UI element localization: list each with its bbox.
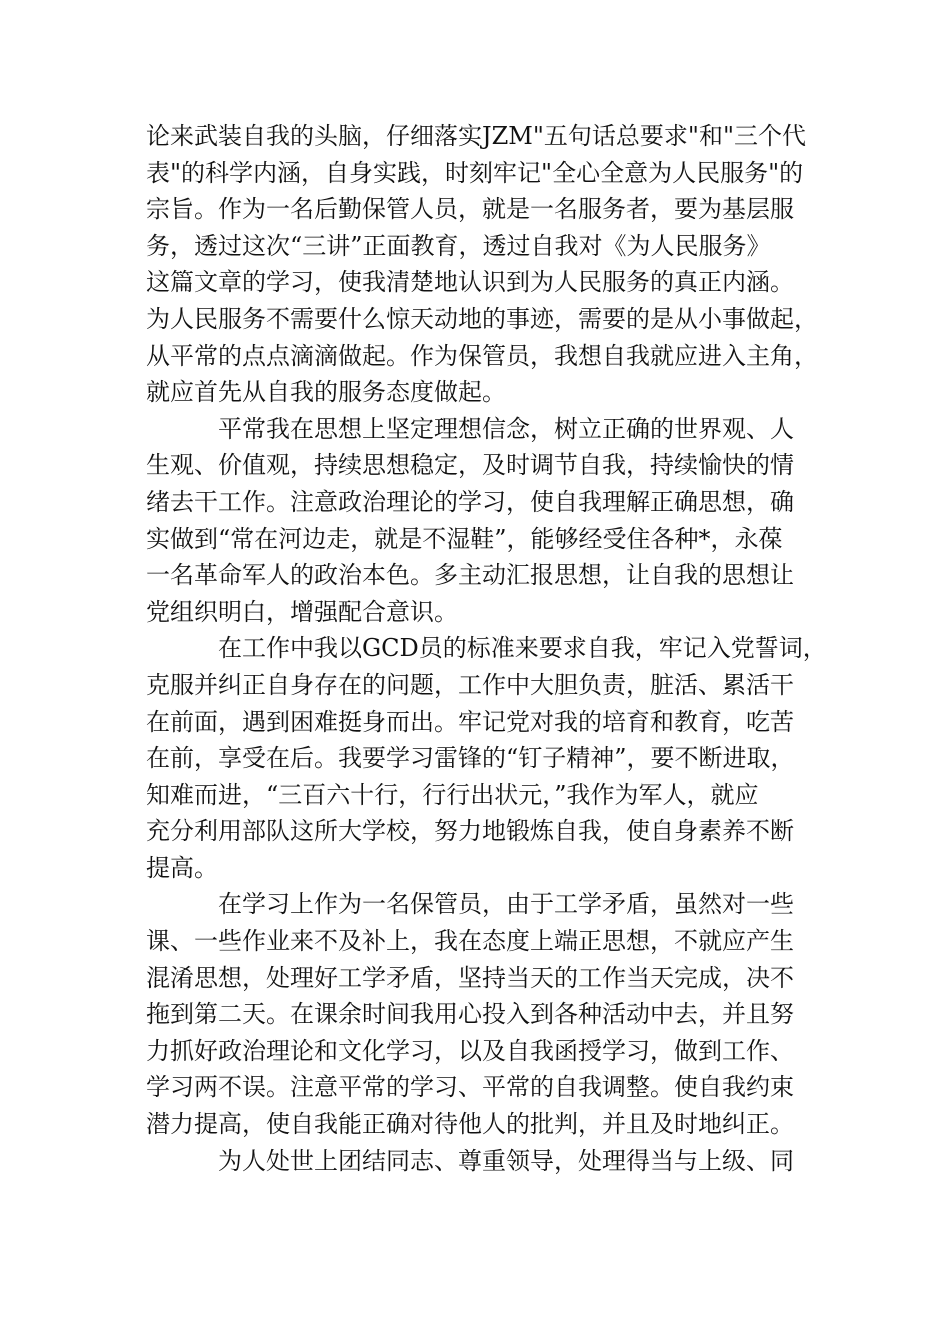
text-line: 实做到“常在河边走，就是不湿鞋”，能够经受住各种*，永葆 (146, 524, 783, 553)
text-line: 为人处世上团结同志、尊重领导，处理得当与上级、同 (218, 1146, 794, 1175)
text-line: 混淆思想，处理好工学矛盾，坚持当天的工作当天完成，决不 (146, 963, 794, 992)
text-line: 课、一些作业来不及补上，我在态度上端正思想，不就应产生 (146, 927, 794, 956)
text-line: 绪去干工作。注意政治理论的学习，使自我理解正确思想，确 (146, 487, 794, 516)
text-line: 在前面，遇到困难挺身而出。牢记党对我的培育和教育，吃苦 (146, 707, 794, 736)
text-line: 一名革命军人的政治本色。多主动汇报思想，让自我的思想让 (146, 561, 794, 590)
text-line: 在前，享受在后。我要学习雷锋的“钉子精神”，要不断进取， (146, 744, 795, 773)
text-line: 拖到第二天。在课余时间我用心投入到各种活动中去，并且努 (146, 1000, 794, 1029)
text-line: 生观、价值观，持续思想稳定，及时调节自我，持续愉快的情 (146, 451, 794, 480)
text-line: 力抓好政治理论和文化学习，以及自我函授学习，做到工作、 (146, 1036, 794, 1065)
text-line: 平常我在思想上坚定理想信念，树立正确的世界观、人 (218, 414, 794, 443)
text-line: 从平常的点点滴滴做起。作为保管员，我想自我就应进入主角， (146, 341, 818, 370)
paragraph (146, 630, 827, 886)
text-line: 充分利用部队这所大学校，努力地锻炼自我，使自身素养不断 (146, 817, 794, 846)
document-body (146, 118, 827, 1179)
text-line: 党组织明白，增强配合意识。 (146, 597, 458, 626)
text-line: 潜力提高，使自我能正确对待他人的批判，并且及时地纠正。 (146, 1110, 794, 1139)
text-line: 就应首先从自我的服务态度做起。 (146, 378, 506, 407)
text-line: 在学习上作为一名保管员，由于工学矛盾，虽然对一些 (218, 890, 794, 919)
paragraph (146, 886, 806, 1142)
text-line: 为人民服务不需要什么惊天动地的事迹，需要的是从小事做起， (146, 304, 818, 333)
text-line: 这篇文章的学习，使我清楚地认识到为人民服务的真正内涵。 (146, 268, 794, 297)
paragraph (146, 411, 806, 631)
paragraph (146, 1143, 806, 1180)
text-line: 宗旨。作为一名后勤保管人员，就是一名服务者，要为基层服 (146, 195, 794, 224)
text-line: 克服并纠正自身存在的问题，工作中大胆负责，脏活、累活干 (146, 670, 794, 699)
text-line: 表"的科学内涵，自身实践，时刻牢记"全心全意为人民服务"的 (146, 158, 804, 187)
text-line: 学习两不误。注意平常的学习、平常的自我调整。使自我约束 (146, 1073, 794, 1102)
text-line: 在工作中我以GCD员的标准来要求自我，牢记入党誓词， (218, 634, 827, 663)
text-line: 务，透过这次“三讲”正面教育，透过自我对《为人民服务》 (146, 231, 771, 260)
text-line: 提高。 (146, 853, 218, 882)
text-line: 论来武装自我的头脑，仔细落实JZM"五句话总要求"和"三个代 (146, 122, 806, 150)
text-line: 知难而进，“三百六十行，行行出状元，”我作为军人，就应 (146, 780, 759, 809)
paragraph (146, 118, 818, 411)
